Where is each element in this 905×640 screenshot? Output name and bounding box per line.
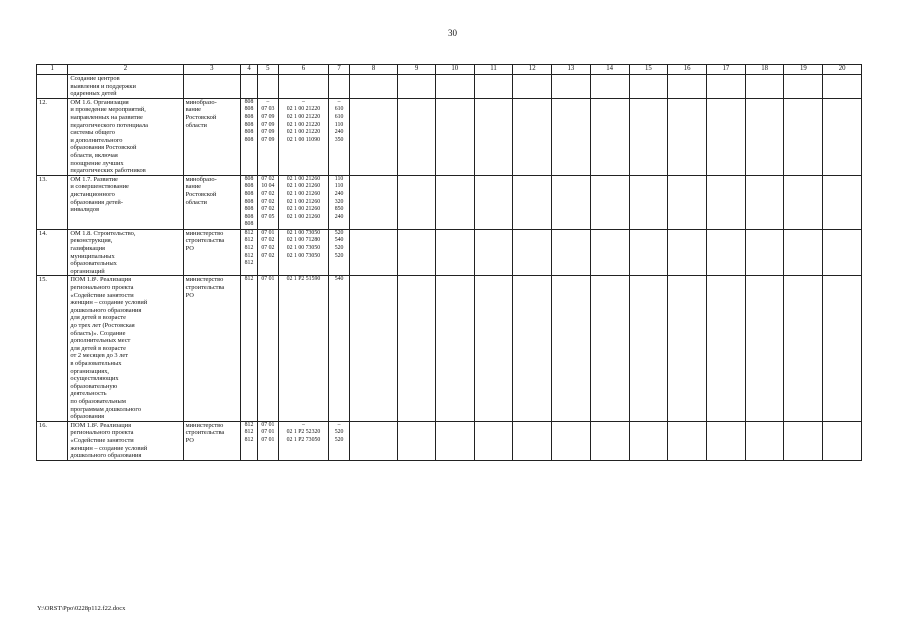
grbs-line: 808 <box>244 190 254 197</box>
value-cell <box>590 175 629 229</box>
exec-line: Ростовской <box>185 113 217 121</box>
vr-line: 240 <box>334 190 344 197</box>
csr-cell <box>278 229 328 276</box>
vr-cell <box>329 175 350 229</box>
name-line: от 2 месяцев до 3 лет <box>70 352 129 360</box>
value-cell <box>350 421 398 460</box>
exec-line: РО <box>185 436 194 444</box>
header-row <box>37 65 862 75</box>
exec-line: области <box>185 198 207 206</box>
value-cell <box>435 98 474 175</box>
grbs-line: 808 <box>244 175 254 182</box>
name-line: инвалидов <box>70 206 100 214</box>
grbs-line: 812 <box>244 252 254 259</box>
csr-line: 02 1 00 73050 <box>286 229 321 236</box>
table-row <box>37 98 862 175</box>
vr-cell <box>329 421 350 460</box>
name-line: организациях, <box>70 367 110 375</box>
rz-line: 07 09 <box>261 129 275 136</box>
name-line: область)». Создание <box>70 329 126 337</box>
value-cell <box>552 175 591 229</box>
value-cell <box>398 175 436 229</box>
vr-line: – <box>337 421 341 428</box>
name-line: муниципальных <box>70 252 115 260</box>
name-line: «Содействие занятости <box>70 436 134 444</box>
value-cell <box>823 175 862 229</box>
value-cell <box>745 421 784 460</box>
name-cell <box>68 75 183 99</box>
value-cell <box>668 421 707 460</box>
exec-line: министерство <box>185 276 224 284</box>
name-line: ОМ 1.6. Организация <box>70 98 129 106</box>
value-cell <box>745 276 784 421</box>
value-cell <box>350 98 398 175</box>
exec-cell <box>183 229 241 276</box>
grbs-line: 812 <box>244 429 254 436</box>
name-line: образования детей- <box>70 198 123 206</box>
name-line: в образовательных <box>70 359 122 367</box>
value-cell <box>745 75 784 99</box>
table-row <box>37 276 862 421</box>
value-cell <box>784 175 823 229</box>
vr-line: 520 <box>334 436 344 443</box>
csr-line: 02 1 00 21260 <box>286 206 321 213</box>
value-cell <box>513 98 552 175</box>
rz-cell <box>257 276 278 421</box>
grbs-line: 808 <box>244 213 254 220</box>
vr-line: 610 <box>334 113 344 120</box>
header-cell: 9 <box>398 65 436 75</box>
header-cell: 19 <box>784 65 823 75</box>
rz-line: 10 04 <box>261 183 275 190</box>
csr-line: 02 1 00 11090 <box>286 136 321 143</box>
grbs-line: 808 <box>244 183 254 190</box>
rz-line: 07 02 <box>261 175 275 182</box>
row-number <box>37 75 68 99</box>
grbs-line: 812 <box>244 245 254 252</box>
name-line: женщин – создание условий <box>70 299 148 307</box>
value-cell <box>590 421 629 460</box>
rz-line: – <box>266 98 270 105</box>
rz-line: 07 02 <box>261 206 275 213</box>
rz-line: 07 01 <box>261 429 275 436</box>
value-cell <box>435 75 474 99</box>
row-number: 13. <box>37 175 68 229</box>
name-line: дистанционного <box>70 190 115 198</box>
name-cell <box>68 98 183 175</box>
value-cell <box>350 276 398 421</box>
value-cell <box>474 175 513 229</box>
vr-cell <box>329 98 350 175</box>
value-cell <box>474 421 513 460</box>
csr-line: 02 1 00 21220 <box>286 106 321 113</box>
value-cell <box>552 276 591 421</box>
header-cell: 5 <box>257 65 278 75</box>
value-cell <box>823 276 862 421</box>
rz-line: 07 02 <box>261 252 275 259</box>
value-cell <box>629 175 668 229</box>
exec-cell <box>183 175 241 229</box>
name-line: педагогического потенциала <box>70 121 148 129</box>
value-cell <box>350 75 398 99</box>
vr-line: 610 <box>334 106 344 113</box>
row-number: 15. <box>37 276 68 421</box>
exec-cell <box>183 98 241 175</box>
grbs-line: 808 <box>244 206 254 213</box>
vr-cell <box>329 276 350 421</box>
rz-cell <box>257 229 278 276</box>
csr-line: 02 1 P2 73050 <box>286 436 321 443</box>
name-line: образовательных <box>70 260 117 268</box>
vr-line: 520 <box>334 429 344 436</box>
value-cell <box>784 421 823 460</box>
csr-cell <box>278 98 328 175</box>
header-cell: 10 <box>435 65 474 75</box>
exec-line: вание <box>185 183 202 191</box>
exec-line: минобразо- <box>185 98 217 106</box>
name-line: «Содействие занятости <box>70 291 134 299</box>
value-cell <box>629 421 668 460</box>
rz-line: 07 01 <box>261 421 275 428</box>
csr-line: 02 1 00 21260 <box>286 213 321 220</box>
value-cell <box>823 229 862 276</box>
value-cell <box>668 229 707 276</box>
file-path-footer: Y:\ORST\Ppo\0228p112.f22.docx <box>37 605 126 612</box>
header-cell: 4 <box>241 65 258 75</box>
rz-line: 07 09 <box>261 113 275 120</box>
value-cell <box>398 229 436 276</box>
value-cell <box>513 175 552 229</box>
value-cell <box>707 276 746 421</box>
header-cell: 1 <box>37 65 68 75</box>
value-cell <box>629 229 668 276</box>
name-line: ПОМ 1.8². Реализация <box>70 421 132 429</box>
csr-cell <box>278 421 328 460</box>
header-cell: 11 <box>474 65 513 75</box>
value-cell <box>474 229 513 276</box>
grbs-line: 812 <box>244 436 254 443</box>
value-cell <box>823 75 862 99</box>
name-line: области, включая <box>70 151 118 159</box>
grbs-line: 808 <box>244 221 254 228</box>
value-cell <box>629 276 668 421</box>
value-cell <box>590 229 629 276</box>
name-line: деятельность <box>70 390 107 398</box>
csr-line: 02 1 P2 52320 <box>286 429 321 436</box>
grbs-line: 808 <box>244 136 254 143</box>
grbs-cell <box>241 229 258 276</box>
vr-line: 240 <box>334 129 344 136</box>
csr-line: – <box>302 98 305 105</box>
rz-cell <box>257 75 278 99</box>
grbs-cell <box>241 175 258 229</box>
name-line: образовательную <box>70 382 118 390</box>
name-line: регионального проекта <box>70 429 134 437</box>
csr-line: 02 1 00 73050 <box>286 252 321 259</box>
rz-line: 07 05 <box>261 213 275 220</box>
value-cell <box>398 75 436 99</box>
name-line: осуществляющих <box>70 375 119 383</box>
rz-line: 07 02 <box>261 237 275 244</box>
csr-cell <box>278 175 328 229</box>
vr-line: 110 <box>334 175 344 182</box>
exec-cell <box>183 75 241 99</box>
value-cell <box>823 98 862 175</box>
csr-line: 02 1 00 71280 <box>286 237 321 244</box>
header-cell: 6 <box>278 65 328 75</box>
grbs-line: 812 <box>244 421 254 428</box>
value-cell <box>513 75 552 99</box>
exec-line: строительства <box>185 284 225 292</box>
table-row <box>37 175 862 229</box>
header-cell: 14 <box>590 65 629 75</box>
table-row <box>37 229 862 276</box>
value-cell <box>435 276 474 421</box>
value-cell <box>668 175 707 229</box>
name-line: и дополнительного <box>70 136 123 144</box>
grbs-cell <box>241 276 258 421</box>
value-cell <box>552 229 591 276</box>
value-cell <box>398 98 436 175</box>
exec-line: области <box>185 121 207 129</box>
name-line: женщин – создание условий <box>70 444 148 452</box>
rz-cell <box>257 175 278 229</box>
name-line: программам дошкольного <box>70 405 142 413</box>
value-cell <box>590 276 629 421</box>
value-cell <box>350 229 398 276</box>
csr-cell <box>278 276 328 421</box>
name-line: одаренных детей <box>70 90 117 98</box>
grbs-cell <box>241 421 258 460</box>
value-cell <box>707 75 746 99</box>
value-cell <box>513 229 552 276</box>
value-cell <box>350 175 398 229</box>
value-cell <box>435 175 474 229</box>
rz-line: 07 01 <box>261 436 275 443</box>
name-line: ОМ 1.7. Развитие <box>70 175 118 183</box>
value-cell <box>590 75 629 99</box>
value-cell <box>668 276 707 421</box>
exec-line: минобразо- <box>185 175 217 183</box>
rz-cell <box>257 421 278 460</box>
rz-line: 07 02 <box>261 245 275 252</box>
grbs-line: 808 <box>244 106 254 113</box>
csr-line: 02 1 00 21260 <box>286 175 321 182</box>
name-line: Создание центров <box>70 75 120 82</box>
grbs-line: 808 <box>244 198 254 205</box>
value-cell <box>745 175 784 229</box>
rz-line: 07 09 <box>261 136 275 143</box>
value-cell <box>474 98 513 175</box>
name-line: ПОМ 1.8¹. Реализация <box>70 276 132 284</box>
value-cell <box>707 421 746 460</box>
vr-line: 540 <box>334 237 344 244</box>
row-number: 14. <box>37 229 68 276</box>
name-line: регионального проекта <box>70 284 134 292</box>
header-cell: 7 <box>329 65 350 75</box>
value-cell <box>784 75 823 99</box>
header-cell: 20 <box>823 65 862 75</box>
value-cell <box>552 421 591 460</box>
vr-line: 240 <box>334 213 344 220</box>
name-line: поощрение лучших <box>70 159 124 167</box>
exec-line: РО <box>185 291 194 299</box>
name-line: выявления и поддержки <box>70 82 136 90</box>
header-cell: 18 <box>745 65 784 75</box>
value-cell <box>474 276 513 421</box>
name-cell <box>68 276 183 421</box>
grbs-line: 808 <box>244 113 254 120</box>
value-cell <box>398 421 436 460</box>
exec-line: министерство <box>185 421 224 429</box>
exec-cell <box>183 276 241 421</box>
grbs-line: 808 <box>244 98 254 105</box>
vr-line: 350 <box>334 136 344 143</box>
csr-line: 02 1 00 21260 <box>286 183 321 190</box>
name-line: газификация <box>70 245 105 253</box>
csr-line: 02 1 00 21220 <box>286 121 321 128</box>
grbs-line: 812 <box>244 229 254 236</box>
exec-line: РО <box>185 245 194 253</box>
vr-line: 110 <box>334 121 344 128</box>
exec-line: министерство <box>185 229 224 237</box>
name-cell <box>68 175 183 229</box>
value-cell <box>668 75 707 99</box>
header-cell: 13 <box>552 65 591 75</box>
vr-line: 850 <box>334 206 344 213</box>
value-cell <box>629 75 668 99</box>
name-line: педагогических работников <box>70 167 146 175</box>
grbs-line: 808 <box>244 121 254 128</box>
csr-line: 02 1 00 21220 <box>286 129 321 136</box>
value-cell <box>552 98 591 175</box>
csr-line: 02 1 00 21220 <box>286 113 321 120</box>
vr-line: 520 <box>334 252 344 259</box>
value-cell <box>668 98 707 175</box>
rz-cell <box>257 98 278 175</box>
vr-line: – <box>337 98 341 105</box>
value-cell <box>707 175 746 229</box>
value-cell <box>823 421 862 460</box>
header-cell: 15 <box>629 65 668 75</box>
header-cell: 3 <box>183 65 241 75</box>
name-line: для детей в возрасте <box>70 344 126 352</box>
name-cell <box>68 421 183 460</box>
header-cell: 16 <box>668 65 707 75</box>
value-cell <box>784 276 823 421</box>
vr-cell <box>329 75 350 99</box>
row-number: 12. <box>37 98 68 175</box>
value-cell <box>629 98 668 175</box>
table-row <box>37 421 862 460</box>
name-line: до трех лет (Ростовская <box>70 322 135 329</box>
vr-line: 110 <box>334 183 344 190</box>
value-cell <box>707 98 746 175</box>
value-cell <box>745 98 784 175</box>
grbs-line: 812 <box>244 260 254 267</box>
header-cell: 12 <box>513 65 552 75</box>
grbs-cell <box>241 75 258 99</box>
name-line: реконструкция, <box>70 237 113 245</box>
header-cell: 8 <box>350 65 398 75</box>
page-number: 30 <box>448 28 457 38</box>
rz-line: 07 01 <box>261 276 275 283</box>
value-cell <box>435 421 474 460</box>
vr-line: 520 <box>334 245 344 252</box>
header-cell: 17 <box>707 65 746 75</box>
name-line: дошкольного образования <box>70 306 142 314</box>
csr-line: 02 1 P2 51590 <box>286 276 321 283</box>
value-cell <box>513 421 552 460</box>
grbs-cell <box>241 98 258 175</box>
rz-line: 07 09 <box>261 121 275 128</box>
value-cell <box>474 75 513 99</box>
exec-line: строительства <box>185 237 225 245</box>
name-line: и проведение мероприятий, <box>70 106 146 114</box>
csr-line: 02 1 00 21260 <box>286 198 321 205</box>
exec-line: строительства <box>185 429 225 437</box>
value-cell <box>513 276 552 421</box>
exec-line: вание <box>185 106 202 114</box>
vr-line: 540 <box>334 276 344 283</box>
value-cell <box>552 75 591 99</box>
budget-table <box>36 64 862 461</box>
value-cell <box>435 229 474 276</box>
name-line: для детей в возрасте <box>70 314 126 322</box>
name-line: образования <box>70 413 105 421</box>
name-line: направленных на развитие <box>70 113 143 121</box>
vr-cell <box>329 229 350 276</box>
grbs-line: 812 <box>244 237 254 244</box>
name-line: ОМ 1.8. Строительство, <box>70 229 136 237</box>
row-number: 16. <box>37 421 68 460</box>
csr-line: 02 1 00 73050 <box>286 245 321 252</box>
name-line: и совершенствование <box>70 183 129 191</box>
header-cell: 2 <box>68 65 183 75</box>
vr-line: 520 <box>334 229 344 236</box>
rz-line: 07 02 <box>261 190 275 197</box>
grbs-line: 808 <box>244 129 254 136</box>
rz-line: 07 03 <box>261 106 275 113</box>
name-line: системы общего <box>70 129 115 137</box>
value-cell <box>784 229 823 276</box>
exec-line: Ростовской <box>185 190 217 198</box>
value-cell <box>784 98 823 175</box>
grbs-line: 812 <box>244 276 254 283</box>
csr-line: – <box>302 421 305 428</box>
name-line: образования Ростовской <box>70 144 137 152</box>
value-cell <box>745 229 784 276</box>
rz-line: 07 01 <box>261 229 275 236</box>
table-row <box>37 75 862 99</box>
name-line: дополнительных мест <box>70 337 131 345</box>
value-cell <box>398 276 436 421</box>
name-cell <box>68 229 183 276</box>
vr-line: 320 <box>334 198 344 205</box>
value-cell <box>590 98 629 175</box>
name-line: дошкольного образования <box>70 452 142 460</box>
name-line: по образовательным <box>70 397 126 405</box>
csr-cell <box>278 75 328 99</box>
rz-line: 07 02 <box>261 198 275 205</box>
value-cell <box>707 229 746 276</box>
name-line: организаций <box>70 267 105 275</box>
csr-line: 02 1 00 21260 <box>286 190 321 197</box>
exec-cell <box>183 421 241 460</box>
